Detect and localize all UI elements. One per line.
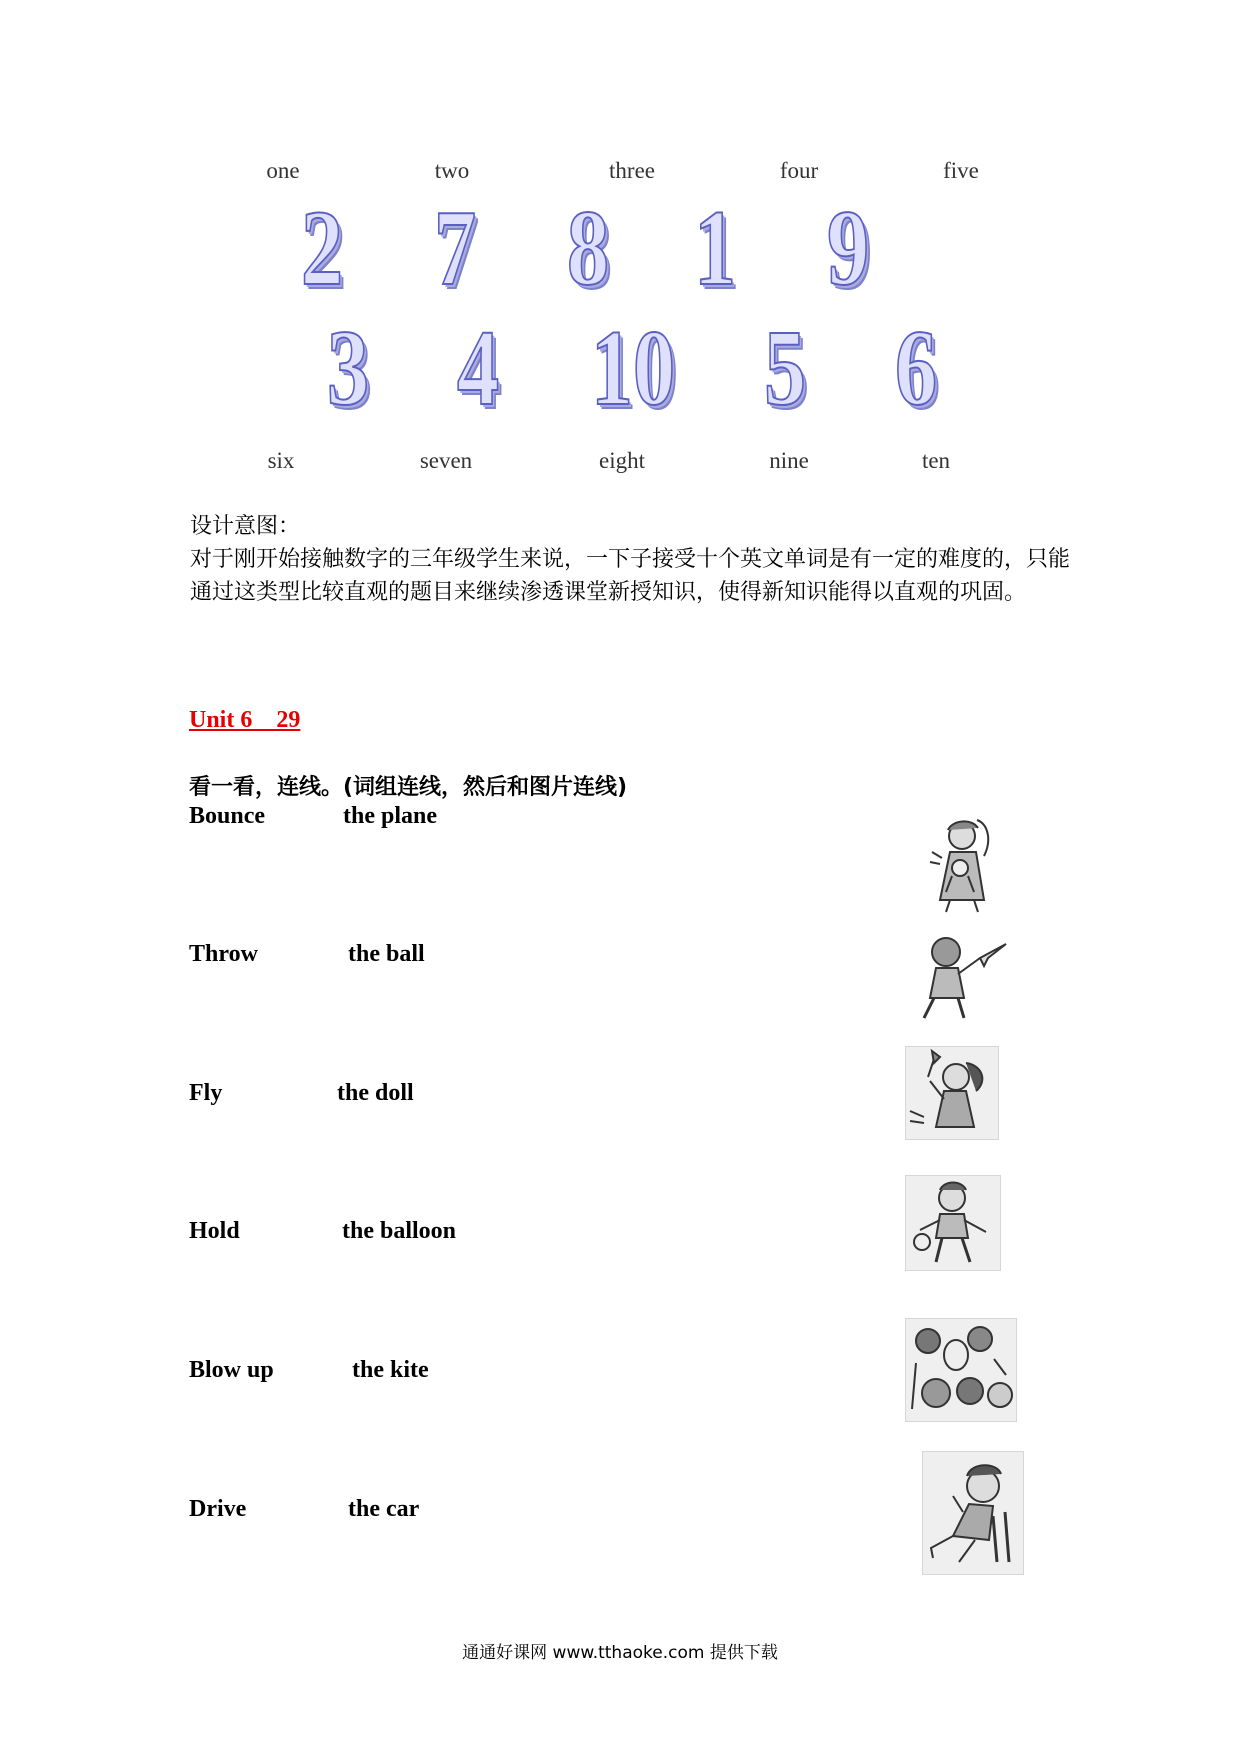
number-digit: 9	[826, 189, 870, 308]
verb-item: Hold	[189, 1218, 240, 1244]
noun-item: the kite	[352, 1357, 429, 1383]
boy-driving-car-picture	[922, 1451, 1024, 1575]
number-word-bottom: ten	[921, 448, 951, 473]
verb-item: Drive	[189, 1496, 247, 1522]
number-digit: 10	[590, 309, 676, 428]
number-word-bottom: six	[267, 448, 295, 473]
number-digit: 5	[763, 309, 807, 428]
verb-item: Bounce	[189, 803, 266, 829]
design-note-heading: 设计意图：	[190, 514, 301, 539]
verb-item: Throw	[189, 941, 258, 967]
design-note-body: 对于刚开始接触数字的三年级学生来说，一下子接受十个英文单词是有一定的难度的，只能通过这类型比较直观的题目来继续渗透课堂新授知识，使得新知识能得以直观的巩固。	[190, 547, 1071, 605]
number-digit: 1	[693, 189, 737, 308]
number-word-top: one	[266, 158, 300, 183]
boy-throwing-plane-picture	[914, 928, 1010, 1024]
boy-bouncing-ball-picture	[905, 1175, 1001, 1271]
number-digit: 4	[456, 309, 500, 428]
number-word-bottom: eight	[599, 448, 645, 473]
number-digit: 7	[433, 189, 477, 308]
kids-blowing-balloons-picture	[905, 1318, 1017, 1422]
number-digit: 3	[326, 309, 370, 428]
number-digit: 6	[894, 309, 938, 428]
number-word-bottom: seven	[419, 448, 473, 473]
noun-item: the ball	[348, 941, 425, 967]
girl-flying-kite-picture	[905, 1046, 999, 1140]
noun-item: the car	[348, 1496, 420, 1522]
exercise-instruction: 看一看，连线。(词组连线，然后和图片连线)	[189, 775, 628, 800]
page-footer: 通通好课网 www.tthaoke.com 提供下载	[462, 1643, 778, 1663]
number-word-top: three	[609, 158, 655, 183]
number-word-top: five	[943, 158, 979, 183]
noun-item: the balloon	[342, 1218, 457, 1244]
number-word-top: two	[434, 158, 470, 183]
number-word-top: four	[779, 158, 819, 183]
number-digit: 8	[566, 189, 610, 308]
girl-holding-doll-picture	[922, 812, 998, 916]
number-word-bottom: nine	[769, 448, 809, 473]
verb-item: Fly	[189, 1080, 223, 1106]
verb-item: Blow up	[189, 1357, 274, 1383]
noun-item: the doll	[337, 1080, 414, 1106]
noun-item: the plane	[343, 803, 438, 829]
number-digit: 2	[300, 189, 344, 308]
unit-title: Unit 6 29	[189, 707, 301, 733]
